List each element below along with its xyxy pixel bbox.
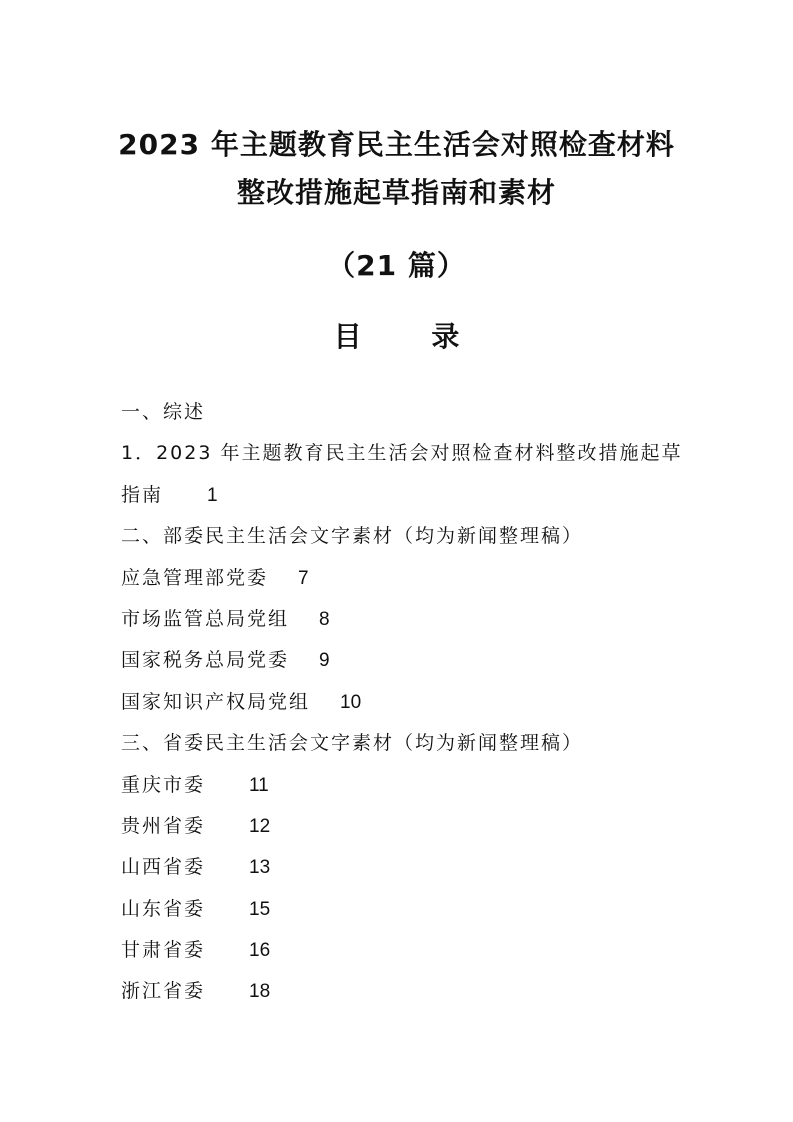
- toc-page-number: 8: [319, 608, 330, 630]
- toc-heading: 目 录: [333, 320, 490, 353]
- toc-item-label: 国家税务总局党委: [121, 649, 290, 672]
- toc-page-number: 1: [207, 484, 218, 506]
- toc-item-3[interactable]: [121, 599, 681, 640]
- toc-page-number: 12: [249, 815, 271, 837]
- toc-page-number: 13: [249, 857, 271, 879]
- toc-item-4[interactable]: [121, 640, 681, 681]
- toc-item-label: 应急管理部党委: [121, 566, 269, 589]
- document-title-count: （21 篇）: [327, 249, 466, 282]
- toc-item-7[interactable]: [121, 806, 681, 847]
- toc-page-number: 15: [249, 898, 271, 920]
- toc-item-8[interactable]: [121, 847, 681, 888]
- toc-item-1-line-b[interactable]: [121, 475, 681, 516]
- toc-page-number: 16: [249, 940, 271, 962]
- toc-item-label: 市场监管总局党组: [121, 607, 290, 630]
- toc-item-10[interactable]: [121, 930, 681, 971]
- toc-section-1: 一、综述: [121, 401, 206, 423]
- toc-item-label: 浙江省委: [121, 980, 206, 1003]
- toc-item-label: 山西省委: [121, 856, 206, 879]
- document-title-line2: 整改措施起草指南和素材: [236, 176, 556, 209]
- document-title-line1: 2023 年主题教育民主生活会对照检查材料: [118, 128, 675, 161]
- toc-item-9[interactable]: [121, 889, 681, 930]
- table-of-contents: [121, 392, 681, 1013]
- toc-item-label: 甘肃省委: [121, 939, 206, 962]
- toc-item-6[interactable]: [121, 765, 681, 806]
- toc-item-label: 山东省委: [121, 897, 206, 920]
- toc-section-3: 三、省委民主生活会文字素材（均为新闻整理稿）: [121, 732, 584, 755]
- toc-item-label: 指南: [121, 483, 164, 506]
- toc-item-label: 重庆市委: [121, 773, 206, 796]
- toc-item-11[interactable]: [121, 971, 681, 1012]
- toc-page-number: 7: [298, 567, 309, 589]
- toc-section-2: 二、部委民主生活会文字素材（均为新闻整理稿）: [121, 525, 584, 548]
- toc-page-number: 10: [340, 691, 362, 713]
- toc-item-label: 国家知识产权局党组: [121, 690, 311, 713]
- toc-page-number: 18: [249, 981, 271, 1003]
- toc-page-number: 11: [249, 774, 269, 796]
- toc-page-number: 9: [319, 650, 330, 672]
- toc-item-2[interactable]: [121, 558, 681, 599]
- toc-item-5[interactable]: [121, 682, 681, 723]
- toc-item-1-line-a[interactable]: 1．2023 年主题教育民主生活会对照检查材料整改措施起草: [121, 442, 683, 465]
- toc-item-label: 贵州省委: [121, 814, 206, 837]
